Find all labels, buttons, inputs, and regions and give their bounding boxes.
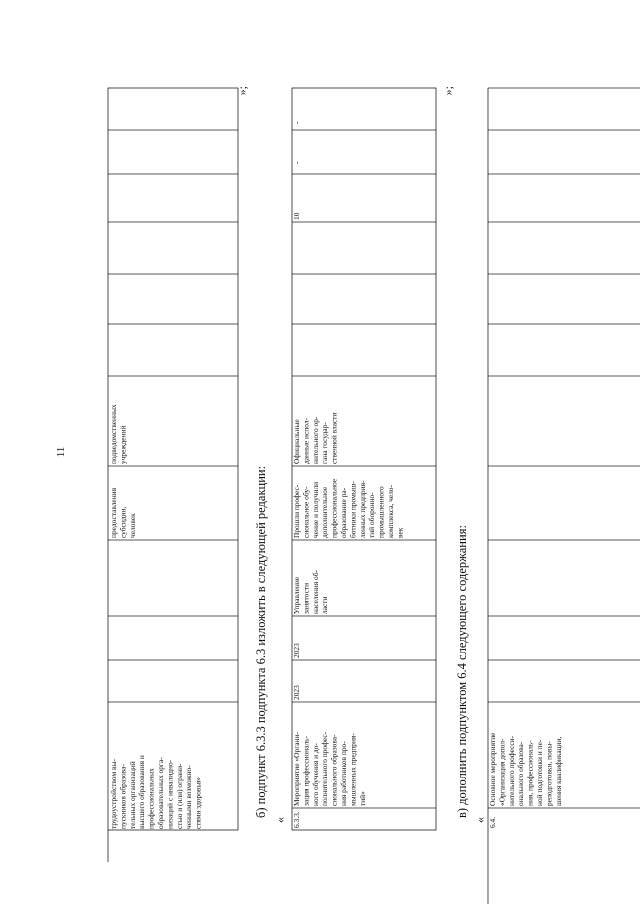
closing-quote-b: »; [441, 86, 455, 96]
closing-quote-a: »; [235, 86, 249, 96]
table-b-year-end: 2023 [292, 643, 301, 658]
table-c-activity-cell: Основное мероприятие«Организация допол-нительного професси-онального образова-ния, профессиональ-ной подготовки и пе-реподготовки, повы-шения квалификации, [488, 732, 563, 806]
table-b-indicator-cell: Прошли профес-сиональное обу-чение и получилидополнительноепрофессиональноеобразование ра-ботники промыш-ленных предприя-тий оборонно-промышленногокомплекса, чело-век [292, 478, 405, 538]
instruction-v: в) дополнить подпунктом 6.4 следующего содержания: [455, 525, 469, 818]
page-number: 11 [55, 446, 67, 458]
table-b-value-2023: 10 [292, 212, 301, 220]
table-b-value-2025: - [292, 121, 301, 124]
table-a-activity-cell: трудоустройством вы-пускников образова-тельных организацийвысшего образования ипрофессиональныхобразовательных орга-низаций с инвалидно-стью и (или) ограни-ченными возможно-стями здоровья» [109, 755, 203, 829]
table-b-executor-cell: Управлениезанятостинаселения об-ласти [292, 570, 330, 614]
table-b-value-2024: - [292, 161, 301, 164]
opening-quote-v: « [473, 817, 487, 823]
table-b-activity-cell: Мероприятие «Органи-зация профессиональ-ного обучения и до-полнительного профес-сионального образова-ния работников про-мышленных предприя-тий» [292, 731, 367, 806]
opening-quote-b: « [273, 817, 287, 823]
table-a-source-cell: подведомственныхучреждений [109, 404, 128, 464]
table-b-source-cell: Официальныеданные испол-нительного ор-гана государ-ственной власти [292, 412, 339, 464]
table-c-row-number: 6.4. [488, 816, 497, 828]
table-b-row-number: 6.3.3. [292, 811, 301, 828]
table-b-year-start: 2023 [292, 685, 301, 700]
table-a-indicator-cell: предоставлениясубсидии,человек [109, 487, 137, 538]
instruction-b: б) подпункт 6.3.3 подпункта 6.3 изложить в следующей редакции: [254, 465, 268, 818]
